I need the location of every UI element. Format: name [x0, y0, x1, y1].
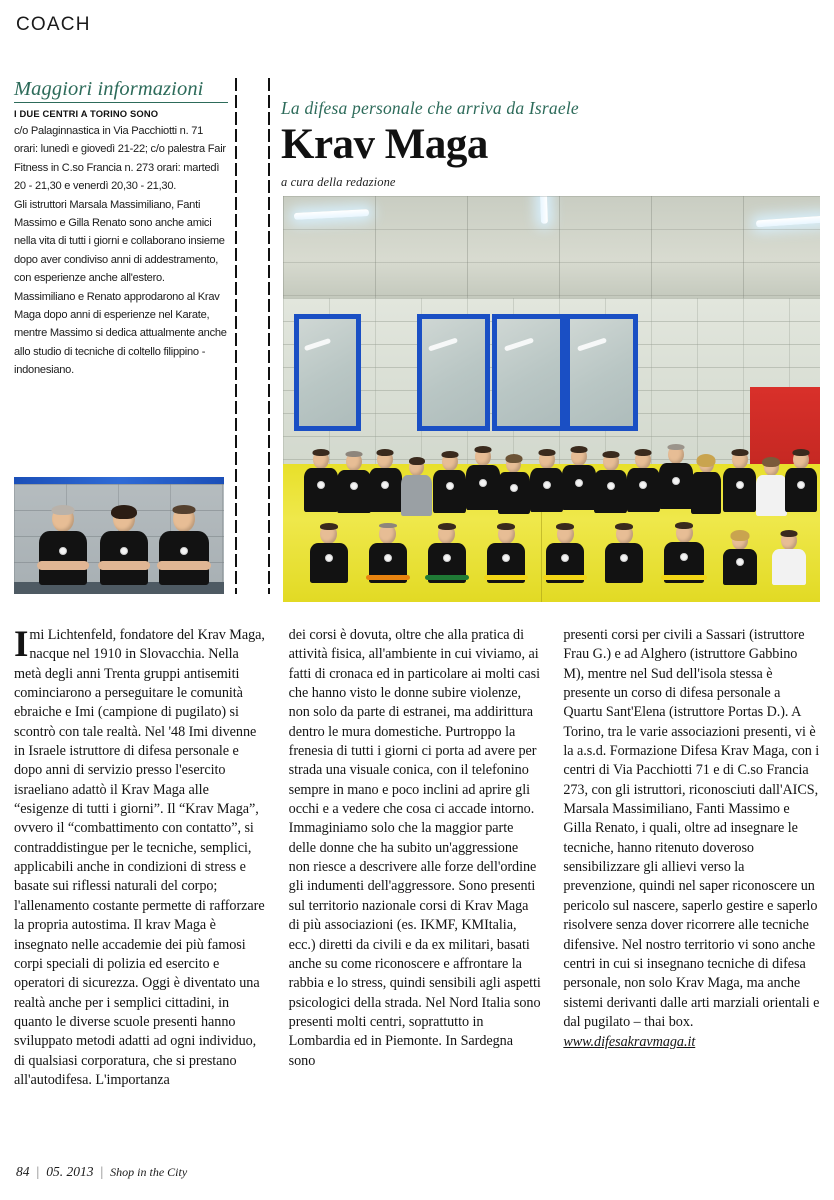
- article-headline: Krav Maga: [281, 121, 488, 168]
- instructor-3: [159, 506, 209, 585]
- torso: [159, 531, 209, 585]
- head-icon: [52, 506, 74, 532]
- sidebar-subhead: I DUE CENTRI A TORINO SONO: [14, 108, 159, 119]
- article-byline: a cura della redazione: [281, 175, 396, 189]
- footer-separator: |: [100, 1164, 104, 1179]
- window: [294, 314, 361, 432]
- gym-scene: [283, 196, 820, 602]
- person-kneeling: [772, 531, 806, 585]
- club-logo-icon: [59, 547, 67, 555]
- footer-separator: |: [36, 1164, 40, 1179]
- crowd-front-row: [283, 480, 820, 594]
- instructor-1: [39, 506, 87, 585]
- sidebar: [14, 78, 228, 380]
- body-paragraph: Imi Lichtenfeld, fondatore del Krav Maga, nacque nel 1910 in Slovacchia. Nella metà degli anni Trenta gruppi antisemiti cominciarono a perseguitare le comunità ebraiche e Imi (campione di pugilato) si scontrò con tale realtà. Nel '48 Imi divenne in Israele istruttore di difesa personale e dopo anni di servizio presso l'esercito israeliano adattò il Krav Maga alle “esigenze di tutti i giorni”. Il “Krav Maga”, ovvero il “combattimento con contatto”, si contraddistingue per le tecniche, semplici, applicabili anche in condizioni di stress e basate sui riflessi naturali del corpo; l'allenamento costante permette di rafforzare la propria autostima. Il krav Maga è insegnato nelle accademie dei più famosi corpi speciali di polizia ed esercito e operatori di sicurezza. Oggi è diventato una realtà anche per i semplici cittadini, in quanto le diverse scuole presenti hanno sviluppato metodi adatti ad ogni individuo, di qualsiasi corporatura, che si prestano all'autodifesa. L'importanza: [14, 624, 265, 1088]
- trio-scene: [14, 477, 224, 594]
- club-logo-icon: [120, 547, 128, 555]
- crossed-arms: [37, 561, 89, 570]
- window: [417, 314, 489, 432]
- blue-stripe: [14, 477, 224, 484]
- body-paragraph: presenti corsi per civili a Sassari (istruttore Frau G.) e ad Alghero (istruttore Gabbino M), mentre nel Sud dell'isola stessa è presente un corso di difesa personale a Quartu Sant'Elena (istruttore Portas D.). A Torino, tra le varie associazioni presenti, vi è la a.s.d. Formazione Difesa Krav Maga, con i centri di Via Pacchiotti 71 e di C.so Francia 273, con gli istruttori, riconosciuti dall'AICS, Marsala Massimiliano, Fanti Massimo e Gilla Renato, i quali, oltre ad insegnare le tecniche, hanno ritenuto doveroso sensibilizzare gli allievi verso la prevenzione, quindi nel saper riconoscere un pericolo sul nascere, saperlo gestire e saperlo risolvere senza dover ricorrere alle tecniche difensive. Nel nostro territorio vi sono anche centri in cui si insegnano tecniche di difesa personale, non solo Krav Maga, ma anche sistemi derivanti dalle arti marziali orientali e dal pugilato – thai box.: [563, 627, 820, 1030]
- crossed-arms: [98, 561, 150, 570]
- body-column-3: [563, 626, 820, 1090]
- body-column-2: [289, 626, 542, 1090]
- body-paragraph: dei corsi è dovuta, oltre che alla pratica di attività fisica, all'ambiente in cui viviamo, ai fatti di cronaca ed in particolare ai molti casi che hanno visto le donne subire violenze, non solo da parte di estranei, ma addirittura dentro le mura domestiche. Purtroppo la frenesia di tutti i giorni ci porta ad avere per strada una visuale conica, con il telefonino sempre in mano e poco inclini ad aprire gli occhi e a vedere che cosa ci accade intorno. Immaginiamo solo che la maggior parte delle donne che ha subito un'aggressione non riesce a descrivere alle forze dell'ordine gli indumenti dell'aggressore. Sono presenti sul territorio nazionale corsi di Krav Maga di più associazioni (es. IKMF, KMItalia, ecc.) diretti da civili e da ex militari, basati anche su come riconoscere e affrontare la rabbia e lo stress, quindi sensibili agli aspetti psicologici della strada. Nel Nord Italia sono presenti molti centri, soprattutto in Lombardia ed in Piemonte. In Sardegna sono: [288, 627, 541, 1069]
- person-kneeling: [723, 531, 757, 585]
- magazine-name: Shop in the City: [110, 1165, 188, 1179]
- page-number: 84: [16, 1164, 30, 1179]
- hair: [172, 505, 195, 514]
- torso: [39, 531, 87, 585]
- person-kneeling: [369, 524, 407, 583]
- fluorescent-light-icon: [294, 209, 369, 220]
- window: [492, 314, 564, 432]
- ceiling: [283, 196, 820, 302]
- person-kneeling: [310, 524, 348, 583]
- head-icon: [113, 506, 135, 532]
- person-kneeling: [487, 524, 525, 583]
- crossed-arms: [157, 561, 211, 570]
- vertical-rule-right: [268, 78, 270, 594]
- body-column-1: [14, 626, 267, 1090]
- person-kneeling: [428, 524, 466, 583]
- hair: [111, 505, 137, 519]
- torso: [100, 531, 148, 585]
- article-kicker: La difesa personale che arriva da Israele: [281, 98, 579, 118]
- body-columns: [14, 626, 820, 1090]
- sidebar-paragraph-1: c/o Palaginnastica in Via Pacchiotti n. 71 orari: lunedì e giovedì 21-22; c/o palestra Fair Fitness in C.so Francia n. 273 orari: martedì 20 - 21,30 e venerdì 20,30 - 21,30.: [14, 125, 226, 193]
- website-link[interactable]: www.difesakravmaga.it: [563, 1034, 696, 1051]
- person-kneeling: [546, 524, 584, 583]
- instructors-photo: [14, 477, 224, 594]
- window: [565, 314, 637, 432]
- fluorescent-light-icon: [539, 196, 547, 224]
- club-logo-icon: [180, 547, 188, 555]
- instructor-2: [100, 506, 148, 585]
- head-icon: [173, 506, 195, 532]
- vertical-rule-left: [235, 78, 237, 594]
- hair: [52, 505, 75, 515]
- issue-date: 05. 2013: [46, 1164, 94, 1179]
- sidebar-body: [14, 122, 228, 380]
- sidebar-title: Maggiori informazioni: [14, 78, 228, 103]
- person-kneeling: [664, 523, 704, 583]
- sidebar-paragraph-2: Gli istruttori Marsala Massimiliano, Fanti Massimo e Gilla Renato sono anche amici nella vita di tutti i giorni e collaborano insieme dopo aver condiviso anni di addestramento, con esperienze anche all'estero. Massimiliano e Renato approdarono al Krav Maga dopo anni di esperienze nel Karate, mentre Massimo si dedica attualmente anche allo studio di tecniche di coltello filippino - indonesiano.: [14, 198, 227, 377]
- headline-block: [281, 98, 821, 190]
- fluorescent-light-icon: [755, 216, 820, 228]
- footer: [16, 1164, 187, 1180]
- group-photo: [283, 196, 820, 602]
- person-kneeling: [605, 524, 643, 583]
- running-head: COACH: [16, 14, 91, 35]
